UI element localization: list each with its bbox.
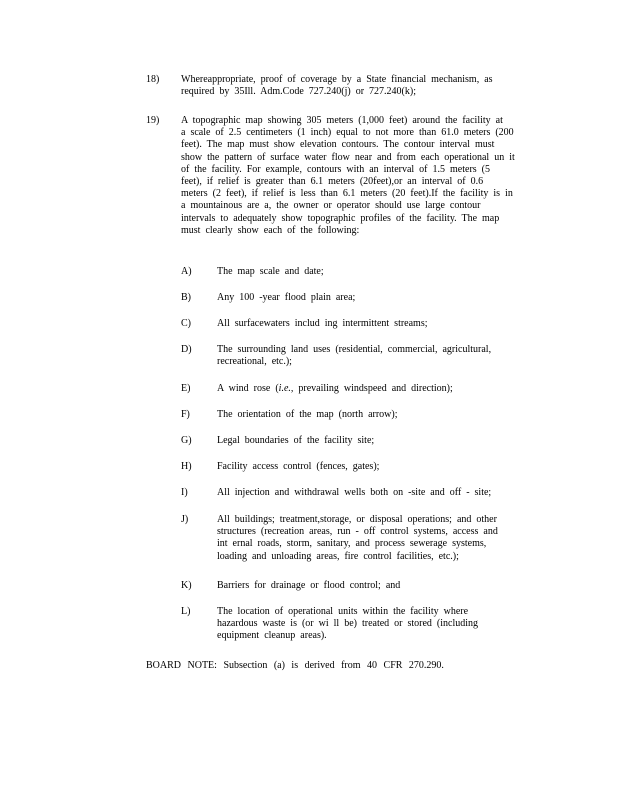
sub-item-text: A wind rose (i.e., prevailing windspeed and direction);	[217, 383, 453, 394]
sub-item-letter: A)	[181, 266, 192, 277]
sub-item-text: All injection and withdrawal wells both on -site and off - site;	[217, 487, 492, 498]
sub-item-letter: E)	[181, 383, 191, 394]
sub-item-letter: C)	[181, 318, 191, 329]
sub-item-text: Any 100 -year flood plain area;	[217, 292, 356, 303]
sub-item-letter: H)	[181, 461, 192, 472]
sub-item-text: The surrounding land uses (residential, commercial, agricultural, recreational, etc.);	[217, 344, 492, 368]
sub-item-text: All buildings; treatment,storage, or disposal operations; and other structures (recreation areas, run - off control systems, access and int ernal roads, storm, sanitary, and process sewerage systems, loading and unloading areas, fire control facilities, etc.);	[217, 514, 498, 562]
sub-item-letter: L)	[181, 606, 191, 617]
sub-item-text: The map scale and date;	[217, 266, 324, 277]
item-number: 18)	[146, 74, 160, 85]
item-text: Whereappropriate, proof of coverage by a State financial mechanism, as required by 35Ill. Adm.Code 727.240(j) or 727.240(k);	[181, 74, 493, 98]
sub-item-letter: J)	[181, 514, 189, 525]
board-note: BOARD NOTE: Subsection (a) is derived from 40 CFR 270.290.	[146, 660, 444, 671]
sub-item-text: The orientation of the map (north arrow);	[217, 409, 398, 420]
sub-item-text: All surfacewaters includ ing intermittent streams;	[217, 318, 428, 329]
sub-item-letter: I)	[181, 487, 188, 498]
sub-item-letter: B)	[181, 292, 191, 303]
sub-item-letter: K)	[181, 580, 192, 591]
sub-item-letter: G)	[181, 435, 192, 446]
item-number: 19)	[146, 115, 160, 126]
sub-item-text: The location of operational units within the facility where hazardous waste is (or wi ll be) treated or stored (including equipment cleanup areas).	[217, 606, 479, 642]
sub-item-text: Legal boundaries of the facility site;	[217, 435, 375, 446]
item-text: A topographic map showing 305 meters (1,000 feet) around the facility at a scale of 2.5 centimeters (1 inch) equal to not more than 61.0 meters (200 feet). The map must show elevation contours. The contour interval must show the pattern of surface water flow near and from each operational un it of the facility. For example, contours with an interval of 1.5 meters (5 feet), if relief is greater than 6.1 meters (20feet),or an interval of 0.6 meters (2 feet), if relief is less than 6.1 meters (20 feet).If the facility is in a mountainous are a, the owner or operator should use large contour intervals to adequately show topographic profiles of the facility. The map must clearly show each of the following:	[181, 115, 515, 236]
sub-item-letter: F)	[181, 409, 190, 420]
sub-item-text: Facility access control (fences, gates);	[217, 461, 380, 472]
sub-item-letter: D)	[181, 344, 192, 355]
sub-item-text: Barriers for drainage or flood control; and	[217, 580, 401, 591]
